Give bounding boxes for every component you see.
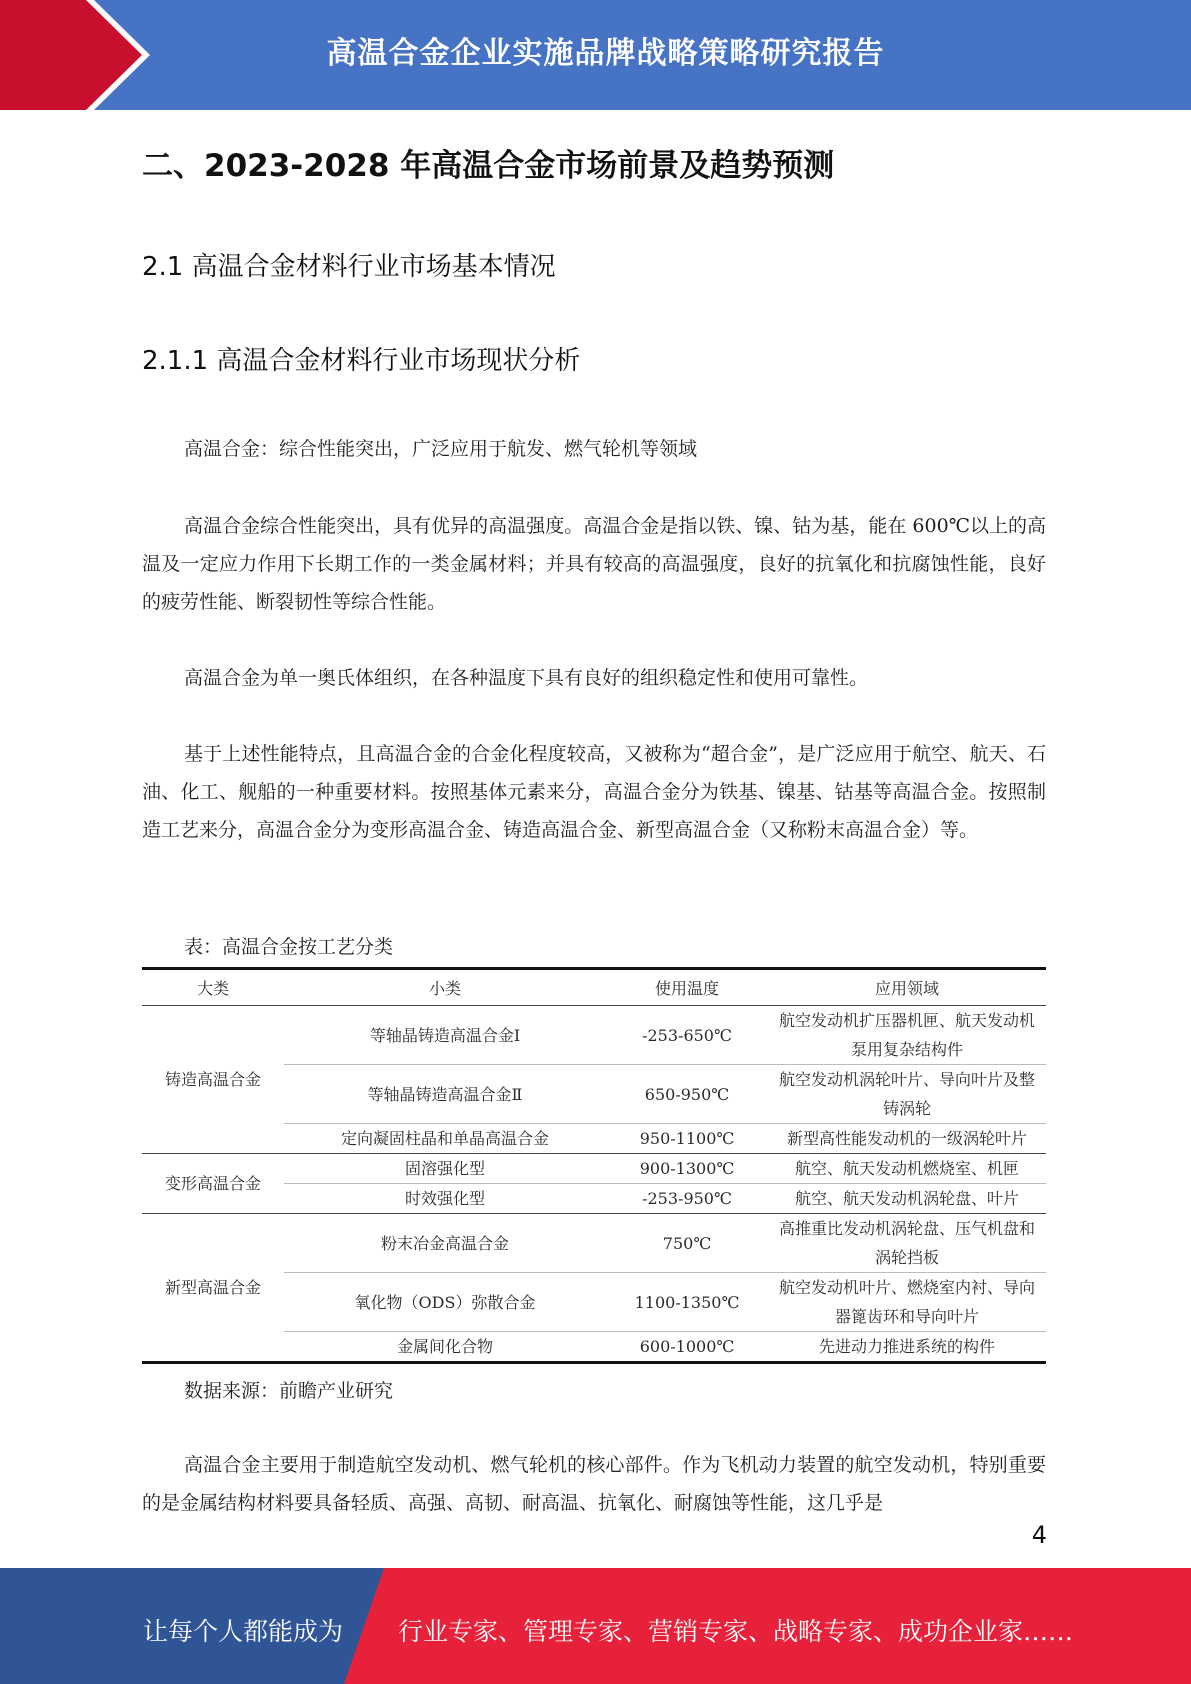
table-row bbox=[142, 1006, 1046, 1065]
alloy-classification-table bbox=[142, 967, 1046, 1364]
table-cell: 650-950℃ bbox=[606, 1065, 768, 1124]
table-cell: 航空发动机涡轮叶片、导向叶片及整铸涡轮 bbox=[768, 1065, 1046, 1124]
table-cell: 先进动力推进系统的构件 bbox=[768, 1332, 1046, 1363]
header-subcategory: 小类 bbox=[284, 969, 606, 1006]
table-cell: 950-1100℃ bbox=[606, 1124, 768, 1154]
table-row bbox=[142, 1214, 1046, 1273]
table-cell: 新型高性能发动机的一级涡轮叶片 bbox=[768, 1124, 1046, 1154]
paragraph-classification: 基于上述性能特点，且高温合金的合金化程度较高，又被称为“超合金”，是广泛应用于航空、航天、石油、化工、舰船的一种重要材料。按照基体元素来分，高温合金分为铁基、镍基、钴基等高温合金。按照制造工艺来分，高温合金分为变形高温合金、铸造高温合金、新型高温合金（又称粉末高温合金）等。 bbox=[142, 743, 1046, 841]
header-application: 应用领域 bbox=[768, 969, 1046, 1006]
table-cell: 固溶强化型 bbox=[284, 1154, 606, 1184]
page-number: 4 bbox=[1031, 1521, 1047, 1549]
header-category: 大类 bbox=[142, 969, 284, 1006]
subsubsection-heading: 2.1.1 高温合金材料行业市场现状分析 bbox=[142, 346, 581, 376]
header-title: 高温合金企业实施品牌战略策略研究报告 bbox=[326, 36, 885, 71]
table-cell: 航空发动机叶片、燃烧室内衬、导向器篦齿环和导向叶片 bbox=[768, 1273, 1046, 1332]
table-row bbox=[142, 1154, 1046, 1184]
table-cell: -253-950℃ bbox=[606, 1184, 768, 1214]
table-source: 数据来源：前瞻产业研究 bbox=[184, 1380, 394, 1402]
table-cell: 等轴晶铸造高温合金Ⅱ bbox=[284, 1065, 606, 1124]
header-temperature: 使用温度 bbox=[606, 969, 768, 1006]
table-cell: 定向凝固柱晶和单晶高温合金 bbox=[284, 1124, 606, 1154]
subsection-heading: 2.1 高温合金材料行业市场基本情况 bbox=[142, 252, 556, 282]
table-cell: -253-650℃ bbox=[606, 1006, 768, 1065]
table-header-row bbox=[142, 969, 1046, 1006]
table-cell: 高推重比发动机涡轮盘、压气机盘和涡轮挡板 bbox=[768, 1214, 1046, 1273]
table-cell: 时效强化型 bbox=[284, 1184, 606, 1214]
table-cell: 金属间化合物 bbox=[284, 1332, 606, 1363]
table-cell: 航空发动机扩压器机匣、航天发动机泵用复杂结构件 bbox=[768, 1006, 1046, 1065]
page-header bbox=[0, 0, 1191, 110]
table-cell: 氧化物（ODS）弥散合金 bbox=[284, 1273, 606, 1332]
table-cell: 航空、航天发动机涡轮盘、叶片 bbox=[768, 1184, 1046, 1214]
group-wrought-alloy: 变形高温合金 bbox=[142, 1154, 284, 1214]
paragraph-definition: 高温合金综合性能突出，具有优异的高温强度。高温合金是指以铁、镍、钴为基，能在 600℃以上的高温及一定应力作用下长期工作的一类金属材料；并具有较高的高温强度，良好的抗氧化和抗腐蚀性能，良好的疲劳性能、断裂韧性等综合性能。 bbox=[142, 515, 1046, 613]
table-cell: 航空、航天发动机燃烧室、机匣 bbox=[768, 1154, 1046, 1184]
paragraph-intro: 高温合金：综合性能突出，广泛应用于航发、燃气轮机等领域 bbox=[184, 438, 698, 460]
table-cell: 粉末冶金高温合金 bbox=[284, 1214, 606, 1273]
table-cell: 600-1000℃ bbox=[606, 1332, 768, 1363]
paragraph-structure: 高温合金为单一奥氏体组织，在各种温度下具有良好的组织稳定性和使用可靠性。 bbox=[184, 667, 869, 689]
paragraph-application: 高温合金主要用于制造航空发动机、燃气轮机的核心部件。作为飞机动力装置的航空发动机，特别重要的是金属结构材料要具备轻质、高强、高韧、耐高温、抗氧化、耐腐蚀等性能，这几乎是 bbox=[142, 1454, 1046, 1514]
table-cell: 1100-1350℃ bbox=[606, 1273, 768, 1332]
table-cell: 750℃ bbox=[606, 1214, 768, 1273]
group-new-alloy: 新型高温合金 bbox=[142, 1214, 284, 1363]
table-cell: 900-1300℃ bbox=[606, 1154, 768, 1184]
footer-slogan-right: 行业专家、管理专家、营销专家、战略专家、成功企业家…… bbox=[398, 1617, 1074, 1646]
table-cell: 等轴晶铸造高温合金Ⅰ bbox=[284, 1006, 606, 1065]
table-caption: 表：高温合金按工艺分类 bbox=[184, 936, 394, 958]
page-footer bbox=[0, 1568, 1191, 1684]
section-heading: 二、2023-2028 年高温合金市场前景及趋势预测 bbox=[142, 148, 835, 184]
footer-slogan-left: 让每个人都能成为 bbox=[143, 1617, 344, 1646]
group-cast-alloy: 铸造高温合金 bbox=[142, 1006, 284, 1154]
